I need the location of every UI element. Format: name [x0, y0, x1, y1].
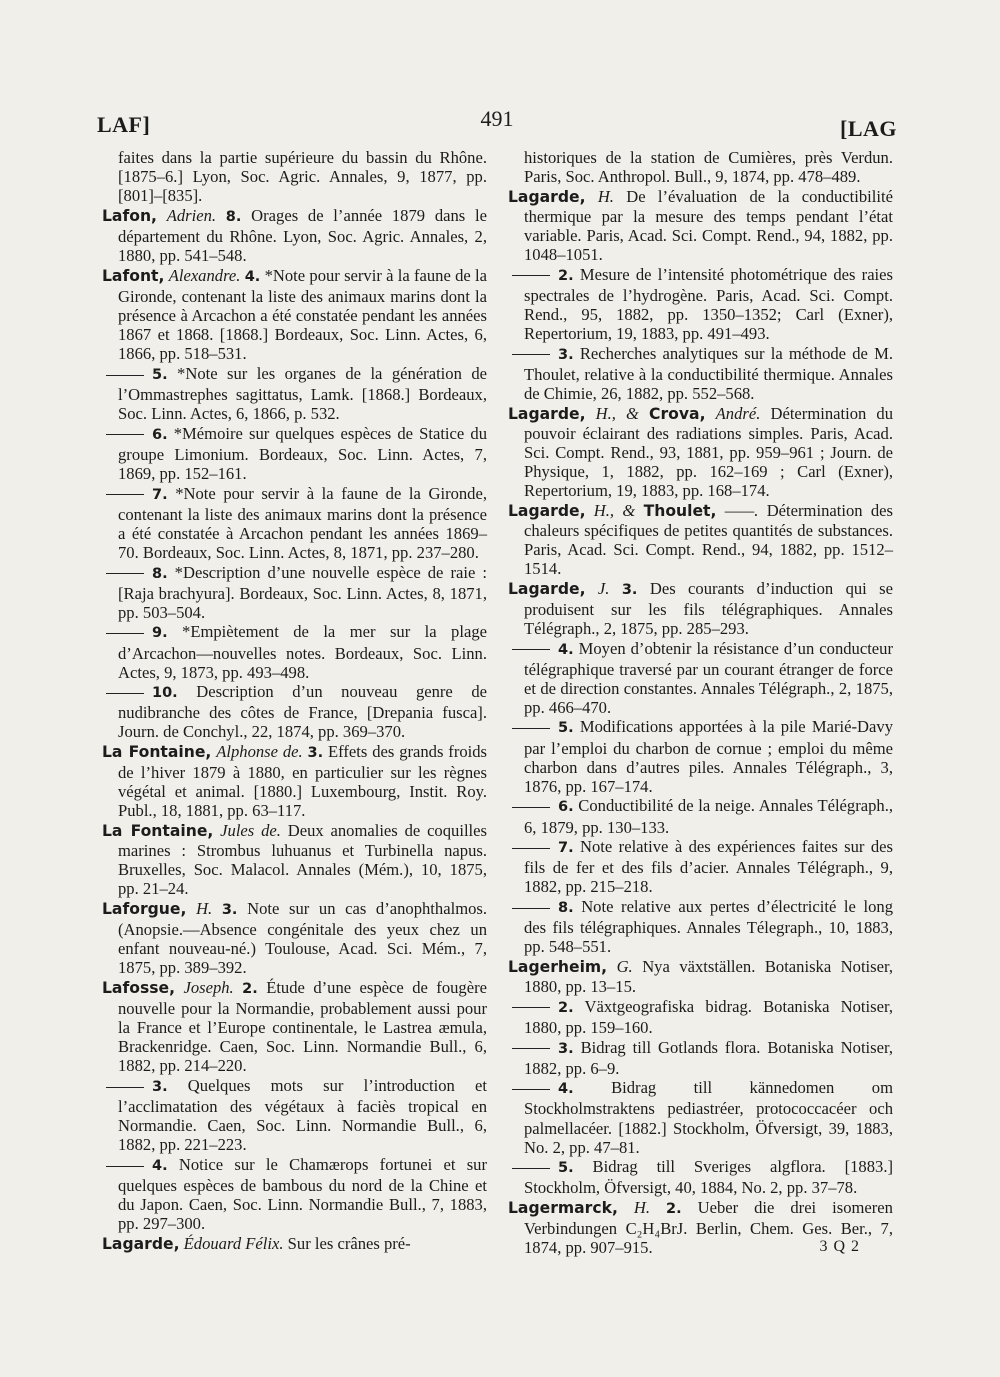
entry-text: *Mémoire sur quelques espèces de Statice du groupe Limonium. Bordeaux, Soc. Linn. Actes, 7, 1869, pp. 152–161.: [118, 423, 487, 483]
entry-text: Note relative à des expériences faites sur des fils de fer et des fils d’acier. Annales Télégraph., 9, 1882, pp. 215–218.: [524, 837, 893, 897]
entry-text: Quelques mots sur l’introduction et l’acclimatation des végétaux à faciès tropical en Normandie. Caen, Soc. Linn. Normandie Bull., 6, 1882, pp. 221–223.: [118, 1076, 487, 1155]
bibliography-entry: [508, 404, 893, 500]
bibliography-entry: [508, 639, 893, 717]
bibliography-entry: [508, 1078, 893, 1156]
author-given-name: H., &: [593, 500, 644, 520]
entry-number: 4.: [558, 1081, 574, 1098]
author-surname: Lafosse,: [102, 979, 176, 998]
bibliography-entry: [102, 206, 487, 265]
bibliography-entry: [102, 1155, 487, 1233]
ditto-dash: [106, 1087, 144, 1088]
bibliography-entry: [102, 821, 487, 898]
header-left: LAF]: [97, 112, 151, 137]
author-given-name: G.: [616, 956, 633, 976]
bibliography-entry: [102, 978, 487, 1075]
bibliography-entry: [508, 897, 893, 956]
entry-number: 2.: [558, 999, 574, 1016]
ditto-dash: [106, 633, 144, 634]
coauthor-given-name: André.: [715, 403, 761, 423]
ditto-dash: [512, 1007, 550, 1008]
entry-text: Ueber die drei isomeren Verbindungen C₂H₄BrJ. Berlin, Chem. Ges. Ber., 7, 1874, pp. 907–915.: [524, 1198, 893, 1258]
author-surname: Lagarde,: [508, 404, 586, 423]
author-given-name: Joseph.: [183, 978, 234, 998]
ditto-dash: [512, 1048, 550, 1049]
bibliography-entry: [508, 148, 893, 186]
entry-text: Bidrag till Sveriges algflora. [1883.] Stockholm, Öfversigt, 40, 1884, No. 2, pp. 37–78.: [524, 1157, 893, 1198]
author-surname: Lagarde,: [508, 579, 586, 598]
entry-text: Note relative aux pertes d’électricité le long des fils télégraphiques. Annales Télegraph., 10, 1883, pp. 548–551.: [524, 897, 893, 957]
author-surname: La Fontaine,: [102, 743, 212, 762]
entry-text: Bidrag till kännedomen om Stockholmstraktens pediastréer, protococcacéer och palmellacéer. [1882.] Stockholm, Öfversigt, 39, 1883, No. 2, pp. 47–81.: [524, 1078, 893, 1157]
ditto-dash: [106, 693, 144, 694]
entry-text: Notice sur le Chamærops fortunei et sur quelques espèces de bambous du nord de la Chine et du Japon. Caen, Soc. Linn. Normandie Bull., 7, 1883, pp. 297–300.: [118, 1155, 487, 1234]
bibliography-entry: [508, 579, 893, 638]
bibliography-entry: [102, 682, 487, 741]
entry-text: Note sur un cas d’anophthalmos. (Anopsie.—Absence congénitale des yeux chez un enfant nouveau-né.) Toulouse, Acad. Sci. Mém., 7, 1875, pp. 389–392.: [118, 899, 488, 978]
entry-text: Détermination du pouvoir éclairant des radiations simples. Paris, Acad. Sci. Compt. Rend., 93, 1881, pp. 959–961 ; Journ. de Physique, 1, 1882, pp. 162–169 ; Carl (Exner), Repertorium, 19, 1883, pp. 168–174.: [524, 403, 894, 500]
entry-number: 10.: [152, 685, 178, 702]
left-column: [102, 148, 487, 1255]
entry-number: 4.: [152, 1158, 168, 1175]
entry-text: *Note sur les organes de la génération de l’Ommastrephes sagittatus, Lamk. [1868.] Bordeaux, Soc. Linn. Actes, 6, 1866, p. 532.: [118, 363, 487, 423]
entry-text: Orages de l’année 1879 dans le département du Rhône. Lyon, Soc. Agric. Annales, 2, 1880, pp. 541–548.: [118, 205, 487, 266]
author-surname: Lafont,: [102, 266, 165, 285]
entry-text: Étude d’une espèce de fougère nouvelle pour la Normandie, probablement aussi pour la France et l’Europe continentale, le Lastrea æmula, Brackenridge. Caen, Soc. Linn. Normandie Bull., 6, 1882, pp. 214–220.: [118, 978, 487, 1076]
ditto-dash: [512, 908, 550, 909]
entry-text: Effets des grands froids de l’hiver 1879 à 1880, en particulier sur les règnes végétal et animal. [1880.] Luxembourg, Instit. Roy. Publ., 18, 1881, pp. 63–117.: [118, 742, 488, 821]
author-surname: Laforgue,: [102, 900, 187, 919]
entry-number: 2.: [558, 267, 574, 284]
running-header: [97, 104, 897, 144]
author-surname: Lagermarck,: [508, 1199, 618, 1218]
bibliography-entry: [102, 899, 487, 977]
author-given-name: H., &: [595, 403, 650, 423]
author-surname: Lagarde,: [508, 501, 586, 520]
bibliography-entry: [102, 364, 487, 423]
entry-text: *Description d’une nouvelle espèce de raie : [Raja brachyura]. Bordeaux, Soc. Linn. Actes, 8, 1871, pp. 503–504.: [118, 562, 487, 622]
ditto-dash: [512, 1168, 550, 1169]
ditto-dash: [106, 494, 144, 495]
coauthor-given-name: ——.: [724, 500, 759, 520]
author-given-name: Alexandre.: [168, 265, 241, 285]
bibliography-entry: [102, 484, 487, 562]
entry-text: Sur les crânes pré-: [287, 1234, 411, 1254]
entry-number: 3.: [558, 346, 574, 363]
bibliography-entry: [508, 796, 893, 836]
bibliography-entry: [102, 266, 487, 363]
author-surname: Lafon,: [102, 206, 157, 225]
author-given-name: Jules de.: [220, 821, 281, 841]
bibliography-entry: [508, 957, 893, 996]
entry-text: *Note pour servir à la faune de la Gironde, contenant la liste des animaux marins dont la présence a été constatée à Arcachon pendant les années 1869–70. Bordeaux, Soc. Linn. Actes, 8, 1871, pp. 237–280.: [118, 483, 487, 562]
bibliography-entry: [508, 265, 893, 343]
entry-text: Description d’un nouveau genre de nudibranche des côtes de France, [Drepania fusca]. Journ. de Conchyl., 22, 1874, pp. 369–370.: [118, 682, 488, 742]
entry-number: 9.: [152, 625, 168, 642]
author-given-name: H.: [196, 899, 213, 919]
ditto-dash: [512, 728, 550, 729]
author-given-name: Alphonse de.: [216, 742, 303, 762]
entry-text: Conductibilité de la neige. Annales Télégraph., 6, 1879, pp. 130–133.: [524, 796, 893, 837]
author-given-name: Édouard Félix.: [183, 1234, 284, 1254]
entry-text: Modifications apportées à la pile Marié-Davy par l’emploi du charbon de cornue ; emploi du même charbon dans d’autres piles. Annales Télégraph., 3, 1876, pp. 167–174.: [524, 717, 893, 796]
entry-number: 5.: [558, 720, 574, 737]
bibliography-entry: [508, 717, 893, 795]
ditto-dash: [512, 275, 550, 276]
entry-number: 3.: [221, 902, 238, 919]
author-given-name: H.: [633, 1198, 651, 1218]
bibliography-entry: [508, 1157, 893, 1197]
entry-text: faites dans la partie supérieure du bassin du Rhône. [1875–6.] Lyon, Soc. Agric. Annales, 9, 1877, pp. [801]–[835].: [118, 148, 487, 206]
bibliography-entry: [508, 837, 893, 896]
entry-number: 2.: [242, 981, 258, 998]
page-number: 491: [480, 106, 514, 131]
author-given-name: Adrien.: [166, 205, 217, 225]
ditto-dash: [106, 573, 144, 574]
entry-number: 7.: [152, 486, 168, 503]
author-given-name: J.: [597, 578, 610, 598]
coauthor-surname: Thoulet,: [643, 501, 717, 520]
entry-text: Mesure de l’intensité photométrique des raies spectrales de l’hydrogène. Paris, Acad. Sci. Compt. Rend., 95, 1882, pp. 1350–1352; Carl (Exner), Repertorium, 19, 1883, pp. 491–493.: [524, 264, 893, 344]
ditto-dash: [512, 354, 550, 355]
entry-text: *Empiètement de la mer sur la plage d’Arcachon—nouvelles notes. Bordeaux, Soc. Linn. Actes, 9, 1873, pp. 493–498.: [118, 622, 487, 682]
entry-text: Bidrag till Gotlands flora. Botaniska Notiser, 1882, pp. 6–9.: [524, 1037, 893, 1078]
entry-text: Deux anomalies de coquilles marines : Strombus luhuanus et Turbinella napus. Bruxelles, Soc. Malacol. Annales (Mém.), 10, 1875, pp. 21–24.: [118, 821, 487, 899]
bibliography-entry: [102, 148, 487, 205]
entry-number: 7.: [558, 840, 574, 857]
entry-number: 5.: [152, 366, 168, 383]
ditto-dash: [512, 1089, 550, 1090]
bibliography-entry: [508, 187, 893, 264]
bibliography-entry: [508, 1038, 893, 1078]
author-surname: La Fontaine,: [102, 822, 214, 841]
entry-number: 8.: [225, 208, 242, 225]
bibliography-entry: [508, 344, 893, 403]
author-surname: Lagarde,: [508, 187, 586, 206]
entry-number: 4.: [558, 641, 574, 658]
entry-number: 3.: [307, 745, 324, 762]
entry-text: Recherches analytiques sur la méthode de M. Thoulet, relative à la conductibilité thermique. Annales de Chimie, 26, 1882, pp. 552–568.: [524, 343, 893, 403]
entry-number: 6.: [152, 426, 168, 443]
bibliography-entry: [102, 1076, 487, 1154]
entry-text: De l’évaluation de la conductibilité thermique par la mesure des temps pendant l’état variable. Paris, Acad. Sci. Compt. Rend., 94, 1882, pp. 1048–1051.: [524, 186, 893, 265]
author-surname: Lagerheim,: [508, 957, 608, 976]
right-column: [508, 148, 893, 1258]
ditto-dash: [106, 375, 144, 376]
entry-number: 2.: [666, 1201, 682, 1218]
header-right: [LAG: [840, 116, 897, 141]
bibliography-entry: [102, 742, 487, 820]
bibliography-entry: [508, 501, 893, 578]
entry-text: Nya växtställen. Botaniska Notiser, 1880, pp. 13–15.: [524, 956, 894, 997]
entry-text: Des courants d’induction qui se produisent sur les fils télégraphiques. Annales Télégraph., 2, 1875, pp. 285–293.: [524, 578, 893, 638]
coauthor-surname: Crova,: [649, 404, 706, 423]
entry-text: historiques de la station de Cumières, près Verdun. Paris, Soc. Anthropol. Bull., 9, 1874, pp. 478–489.: [524, 148, 893, 187]
bibliography-entry: [102, 424, 487, 483]
ditto-dash: [512, 807, 550, 808]
entry-number: 8.: [152, 565, 168, 582]
entry-number: 4.: [244, 268, 261, 285]
entry-text: Växtgeografiska bidrag. Botaniska Notiser, 1880, pp. 159–160.: [524, 996, 893, 1037]
entry-number: 6.: [558, 799, 574, 816]
entry-number: 8.: [558, 900, 574, 917]
entry-text: Moyen d’obtenir la résistance d’un conducteur télégraphique traversé par un courant étranger de force et de direction constantes. Annales Télégraph., 2, 1875, pp. 466–470.: [524, 638, 893, 717]
bibliography-entry: [102, 563, 487, 622]
author-given-name: H.: [597, 186, 614, 206]
signature-mark: 3 Q 2: [819, 1238, 860, 1255]
entry-text: *Note pour servir à la faune de la Gironde, contenant la liste des animaux marins dont la présence à Arcachon a été constatée pendant les années 1867 et 1868. [1868.] Bordeaux, Soc. Linn. Actes, 6, 1866, pp. 518–531.: [118, 265, 487, 364]
ditto-dash: [106, 434, 144, 435]
entry-text: Détermination des chaleurs spécifiques de petites quantités de substances. Paris, Acad. Sci. Compt. Rend., 94, 1882, pp. 1512–1514.: [524, 500, 893, 578]
entry-number: 5.: [558, 1160, 574, 1177]
entry-number: 3.: [152, 1079, 168, 1096]
author-surname: Lagarde,: [102, 1235, 180, 1254]
entry-number: 3.: [558, 1040, 574, 1057]
bibliography-entry: [102, 622, 487, 681]
ditto-dash: [512, 848, 550, 849]
bibliography-entry: [102, 1234, 487, 1254]
entry-number: 3.: [621, 581, 638, 598]
ditto-dash: [512, 649, 550, 650]
ditto-dash: [106, 1166, 144, 1167]
bibliography-entry: [508, 997, 893, 1037]
